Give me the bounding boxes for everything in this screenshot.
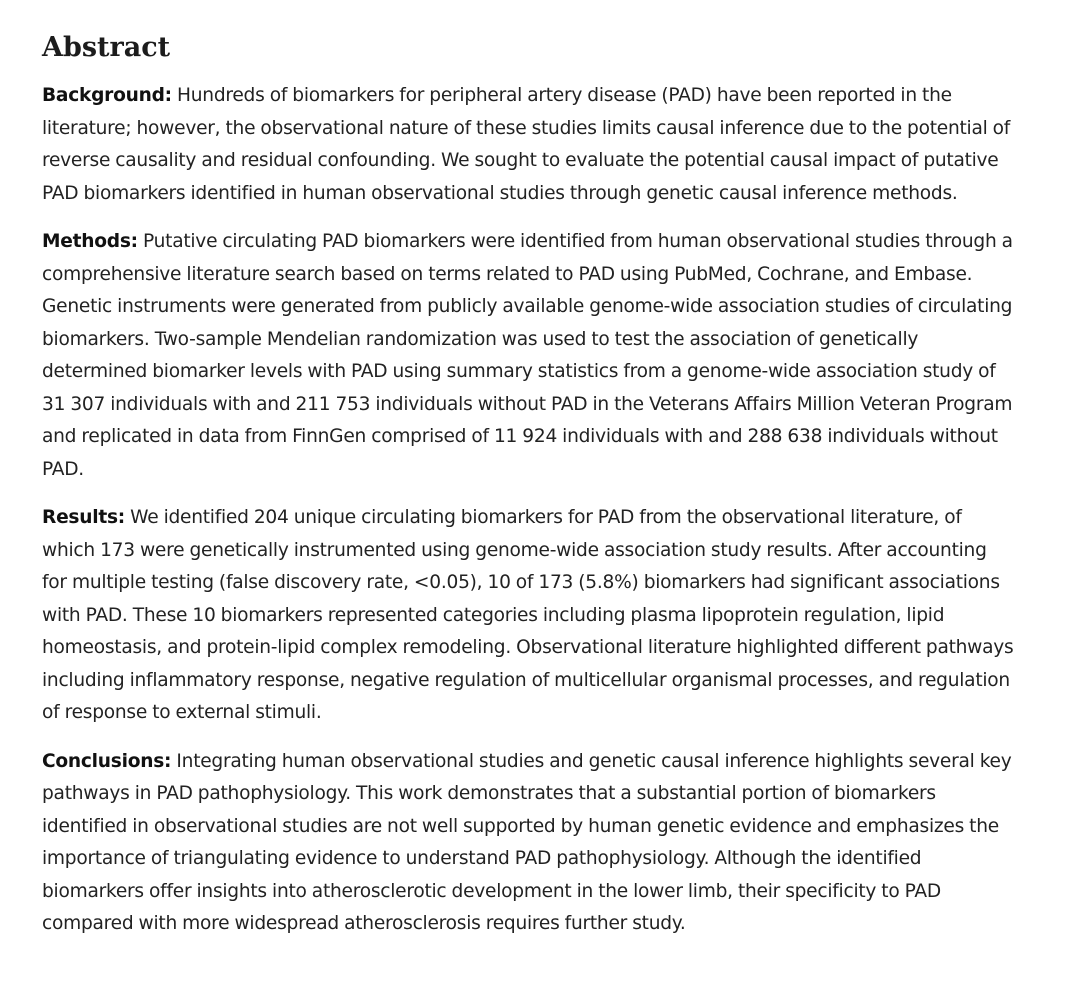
conclusions-paragraph <box>42 746 1014 941</box>
background-paragraph <box>42 80 1014 210</box>
background-text: Hundreds of biomarkers for peripheral artery disease (PAD) have been reported in the literature; however, the observational nature of these studies limits causal inference due to the potential of reverse causality and residual confounding. We sought to evaluate the potential causal impact of putative PAD biomarkers identified in human observational studies through genetic causal inference methods. <box>42 85 1011 204</box>
results-label: Results: <box>42 507 125 528</box>
abstract-section <box>42 28 1014 957</box>
results-text: We identified 204 unique circulating biomarkers for PAD from the observational literature, of which 173 were genetically instrumented using genome-wide association study results. After accounting for multiple testing (false discovery rate, <0.05), 10 of 173 (5.8%) biomarkers had significant associations with PAD. These 10 biomarkers represented categories including plasma lipoprotein regulation, lipid homeostasis, and protein-lipid complex remodeling. Observational literature highlighted different pathways including inflammatory response, negative regulation of multicellular organismal processes, and regulation of response to external stimuli. <box>42 507 1014 723</box>
conclusions-label: Conclusions: <box>42 750 172 772</box>
background-label: Background: <box>42 85 172 106</box>
results-paragraph <box>42 502 1014 730</box>
methods-paragraph <box>42 226 1014 486</box>
methods-label: Methods: <box>42 231 138 252</box>
abstract-heading: Abstract <box>42 32 171 63</box>
conclusions-text: Integrating human observational studies and genetic causal inference highlights several key pathways in PAD pathophysiology. This work demonstrates that a substantial portion of biomarkers identified in observational studies are not well supported by human genetic evidence and emphasizes the importance of triangulating evidence to understand PAD pathophysiology. Although the identified biomarkers offer insights into atherosclerotic development in the lower limb, their specificity to PAD compared with more widespread atherosclerosis requires further study. <box>42 750 1012 934</box>
methods-text: Putative circulating PAD biomarkers were identified from human observational studies through a comprehensive literature search based on terms related to PAD using PubMed, Cochrane, and Embase. Genetic instruments were generated from publicly available genome-wide association studies of circulating biomarkers. Two-sample Mendelian randomization was used to test the association of genetically determined biomarker levels with PAD using summary statistics from a genome-wide association study of 31 307 individuals with and 211 753 individuals without PAD in the Veterans Affairs Million Veteran Program and replicated in data from FinnGen comprised of 11 924 individuals with and 288 638 individuals without PAD. <box>42 231 1013 480</box>
